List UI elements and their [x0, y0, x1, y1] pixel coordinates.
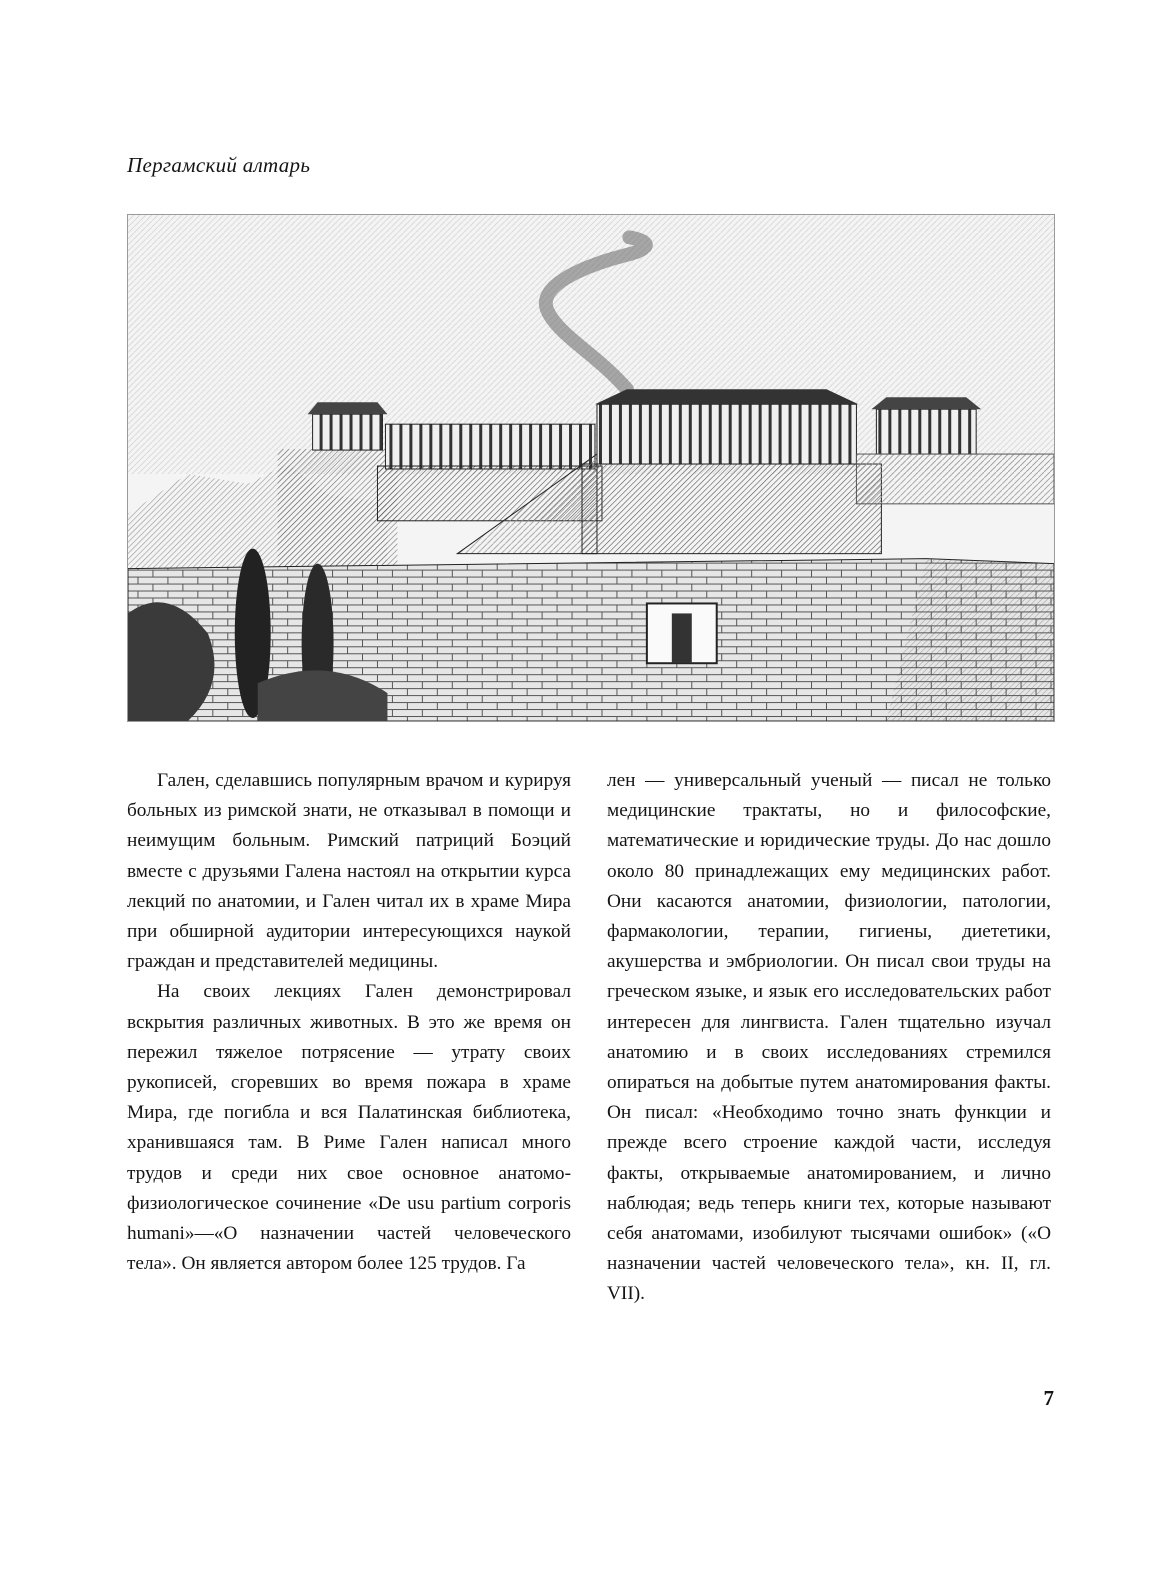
page-number: 7 — [1043, 1386, 1054, 1410]
engraving-image — [128, 215, 1054, 721]
text-column-left — [127, 766, 571, 1279]
paragraph-continuation: лен — универсальный ученый — писал не только медицинские трактаты, но и философские, математические и юридические труды. До нас дошло около 80 принадлежащих ему медицинских работ. Они касаются анатомии, физиологии, патологии, фармакологии, терапии, гигиены, диететики, акушерства и эмбриологии. Он писал свои труды на греческом языке, и язык его исследовательских работ интересен для лингвиста. Гален тщательно изучал анатомию и в своих исследованиях стремился опираться на добытые путем анатомирования факты. Он писал: «Необходимо точно знать функции и прежде всего строение каждой части, исследуя факты, открываемые анатомированием, и лично наблюдая; ведь теперь книги тех, которые называют себя анатомами, изобилуют тысячами ошибок» («О назначении частей человеческого тела», кн. II, гл. VII). — [607, 770, 1051, 1305]
paragraph: Гален, сделавшись популярным врачом и курируя больных из римской знати, не отказывал в помощи и неимущим больным. Римский патриций Боэций вместе с друзьями Галена настоял на открытии курса лекций по анатомии, и Гален читал их в храме Мира при обширной аудитории интересующихся наукой граждан и представителей медицины. — [127, 770, 571, 973]
pergamon-altar-illustration — [127, 214, 1055, 722]
text-column-right — [607, 766, 1051, 1310]
figure-caption: Пергамский алтарь — [127, 153, 311, 177]
paragraph: На своих лекциях Гален демонстрировал вскрытия различных животных. В это же время он пережил тяжелое потрясение — утрату своих рукописей, сгоревших во время пожара в храме Мира, где погибла и вся Палатинская библиотека, хранившаяся там. В Риме Гален написал много трудов и среди них свое основное анатомо-физиологическое сочинение «De usu partium corporis humani»—«О назначении частей человеческого тела». Он является автором более 125 трудов. Га — [127, 981, 571, 1275]
